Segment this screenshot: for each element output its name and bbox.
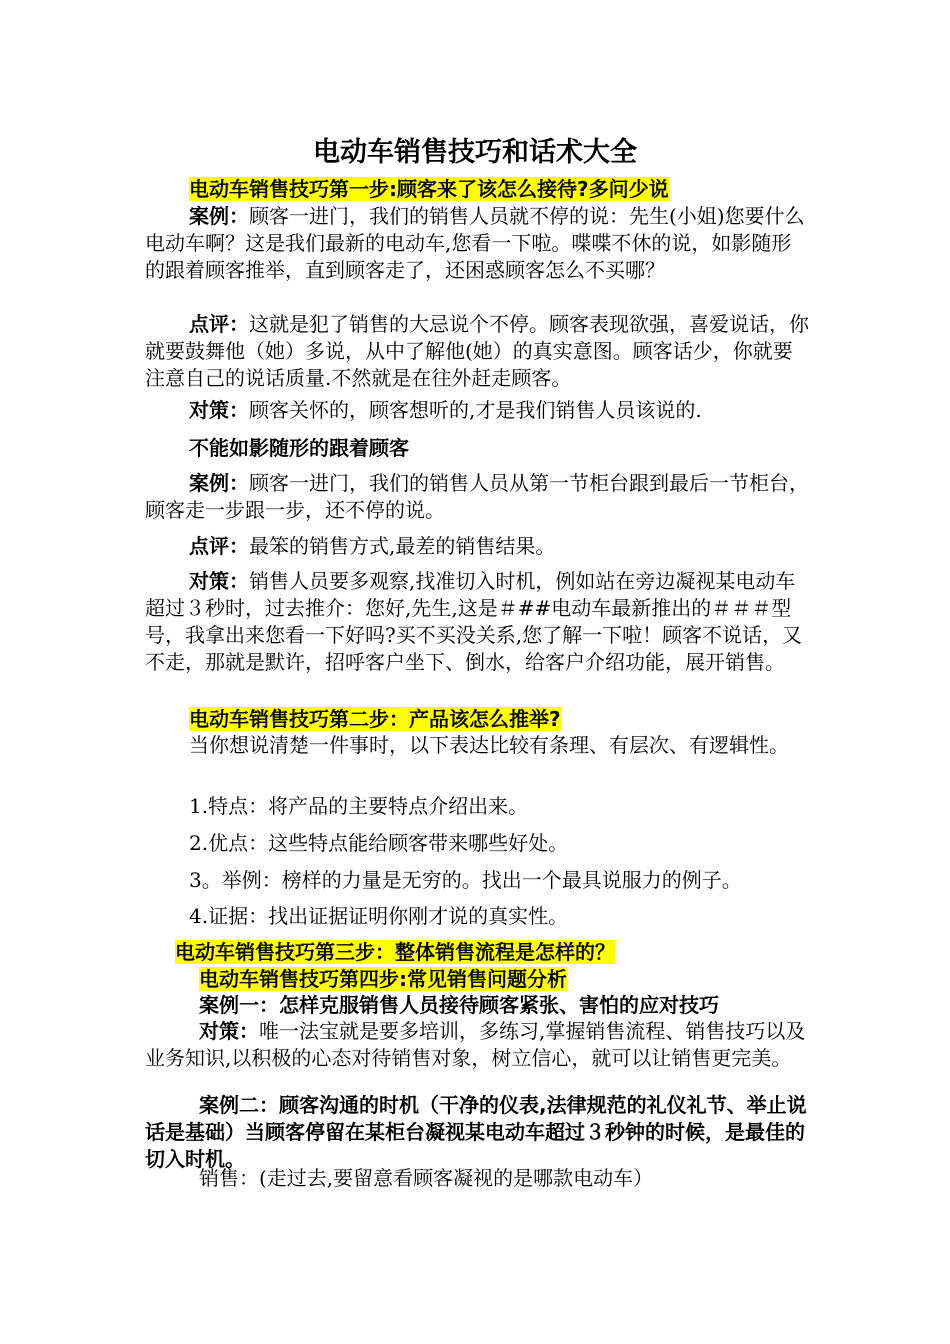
sales-text: 销售：(走过去,要留意看顾客凝视的是哪款电动车） bbox=[199, 1166, 654, 1190]
step4-strategy-label: 对策： bbox=[199, 1019, 259, 1043]
step2-item-4 bbox=[145, 903, 810, 930]
strategy-text: 顾客关怀的，顾客想听的,才是我们销售人员该说的. bbox=[249, 398, 702, 422]
list-item: 2.优点：这些特点能给顾客带来哪些好处。 bbox=[189, 831, 569, 855]
case2-text: 顾客一进门，我们的销售人员从第一节柜台跟到最后一节柜台，顾客走一步跟一步，还不停的说。 bbox=[145, 471, 809, 522]
document-title: 电动车销售技巧和话术大全 bbox=[313, 137, 637, 168]
list-item: 1.特点：将产品的主要特点介绍出来。 bbox=[189, 794, 529, 818]
case-text: 顾客一进门，我们的销售人员就不停的说：先生(小姐)您要什么电动车啊？这是我们最新的电动车,您看一下啦。喋喋不休的说，如影随形的跟着顾客推举，直到顾客走了，还困惑顾客怎么不买哪？ bbox=[145, 204, 805, 282]
step2-item-3 bbox=[145, 867, 810, 894]
case1-heading-line bbox=[199, 992, 864, 1019]
case2-label: 案例： bbox=[189, 471, 249, 495]
step4-heading-line bbox=[199, 966, 864, 993]
step4-strategy-paragraph bbox=[145, 1018, 810, 1072]
sales-line bbox=[145, 1165, 810, 1192]
case-label: 案例： bbox=[189, 204, 249, 228]
step1-strategy-paragraph bbox=[145, 397, 810, 424]
step1-strategy2-paragraph bbox=[145, 568, 810, 676]
case2-full-text: 案例二：顾客沟通的时机（干净的仪表,法律规范的礼仪礼节、举止说话是基础）当顾客停留在某柜台凝视某电动车超过３秒钟的时候，是最佳的切入时机。 bbox=[145, 1093, 807, 1171]
step1-comment-paragraph bbox=[145, 311, 810, 392]
strategy-label: 对策： bbox=[189, 398, 249, 422]
step2-item-2 bbox=[145, 830, 810, 857]
step3-heading-line bbox=[175, 939, 840, 966]
sub-heading: 不能如影随形的跟着顾客 bbox=[189, 436, 409, 460]
step2-intro-paragraph bbox=[145, 732, 810, 759]
strategy2-label: 对策： bbox=[189, 569, 249, 593]
step2-heading: 电动车销售技巧第二步：产品该怎么推举? bbox=[189, 707, 561, 731]
step1-heading: 电动车销售技巧第一步:顾客来了该怎么接待?多问少说 bbox=[189, 177, 669, 201]
step4-heading: 电动车销售技巧第四步:常见销售问题分析 bbox=[199, 967, 567, 991]
step1-comment2-paragraph bbox=[145, 533, 810, 560]
comment-label: 点评： bbox=[189, 312, 249, 336]
case2-paragraph bbox=[145, 1092, 810, 1173]
step3-heading: 电动车销售技巧第三步：整体销售流程是怎样的？ bbox=[175, 940, 615, 964]
list-item: 4.证据：找出证据证明你刚才说的真实性。 bbox=[189, 904, 569, 928]
comment2-text: 最笨的销售方式,最差的销售结果。 bbox=[249, 534, 556, 558]
step1-case-paragraph bbox=[145, 203, 810, 284]
step1-heading-line bbox=[145, 176, 810, 203]
sub-heading-line bbox=[145, 435, 810, 462]
step2-heading-line bbox=[145, 706, 810, 733]
step2-intro: 当你想说清楚一件事时，以下表达比较有条理、有层次、有逻辑性。 bbox=[189, 733, 789, 757]
list-item: 3。举例：榜样的力量是无穷的。找出一个最具说服力的例子。 bbox=[189, 868, 742, 892]
case1-heading: 案例一：怎样克服销售人员接待顾客紧张、害怕的应对技巧 bbox=[199, 993, 719, 1017]
comment-text: 这就是犯了销售的大忌说个不停。顾客表现欲强，喜爱说话，你就要鼓舞他（她）多说，从中了解他(她）的真实意图。顾客话少，你就要注意自己的说话质量.不然就是在往外赶走顾客。 bbox=[145, 312, 809, 390]
step4-strategy-text: 唯一法宝就是要多培训，多练习,掌握销售流程、销售技巧以及业务知识,以积极的心态对待销售对象，树立信心，就可以让销售更完美。 bbox=[145, 1019, 806, 1070]
step2-item-1 bbox=[145, 793, 810, 820]
comment2-label: 点评： bbox=[189, 534, 249, 558]
strategy2-text: 销售人员要多观察,找准切入时机，例如站在旁边凝视某电动车超过３秒时，过去推介：您好,先生,这是＃##电动车最新推出的＃＃＃型号，我拿出来您看一下好吗?买不买没关系,您了解一下啦！顾客不说话，又不走，那就是默许，招呼客户坐下、倒水，给客户介绍功能，展开销售。 bbox=[145, 569, 803, 674]
step1-case2-paragraph bbox=[145, 470, 810, 524]
